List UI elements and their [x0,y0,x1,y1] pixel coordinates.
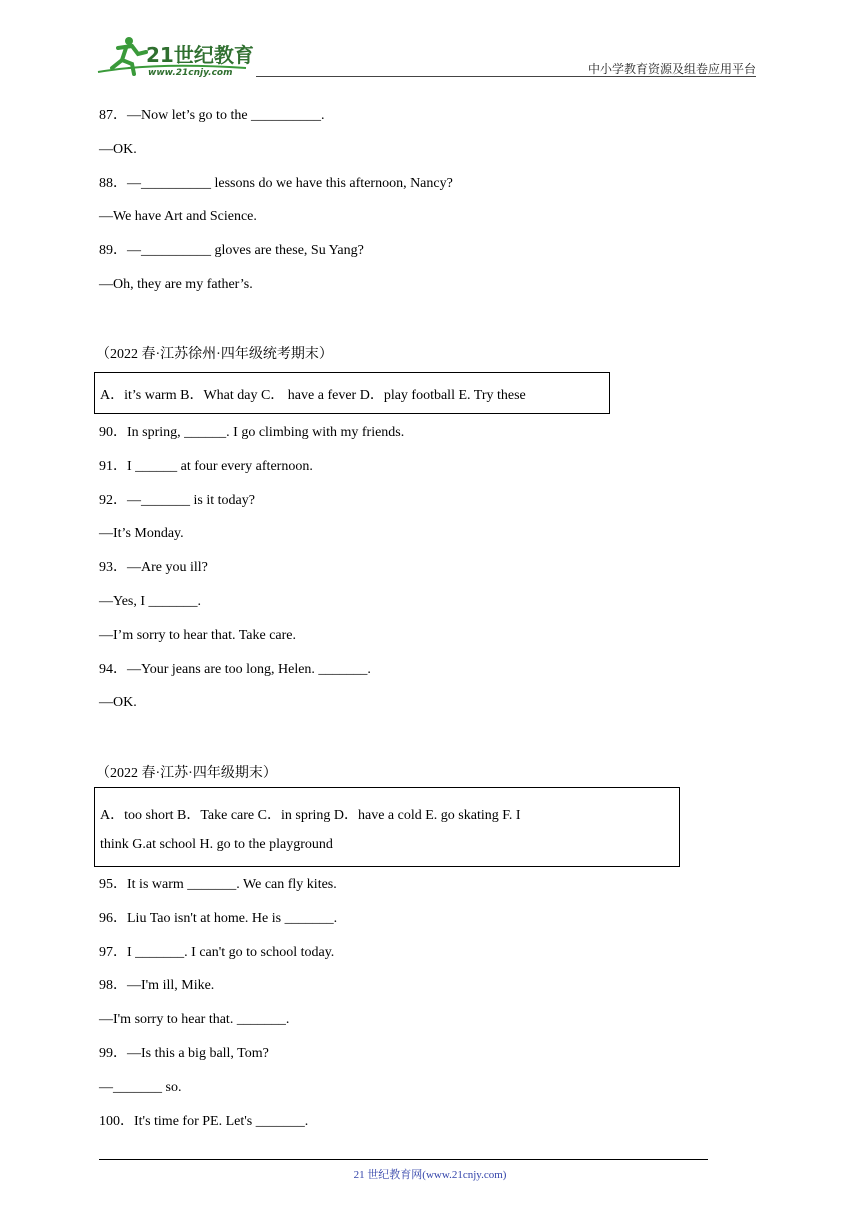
question-95: 95．It is warm _______. We can fly kites. [99,877,337,892]
options-box [94,372,610,414]
answer-line: —OK. [99,142,137,157]
question-97: 97．I _______. I can't go to school today. [99,945,335,960]
question-98: 98．—I'm ill, Mike. [99,978,215,993]
page-header [96,34,756,78]
question-89: 89．—__________ gloves are these, Su Yang? [99,243,364,258]
answer-line: —Yes, I _______. [99,594,202,609]
question-99: 99．—Is this a big ball, Tom? [99,1046,269,1061]
options-text: A．it’s warm B．What day C． have a fever D．play football E. Try these [100,388,526,403]
options-box [94,787,680,867]
answer-line: —Oh, they are my father’s. [99,277,253,292]
question-94: 94．—Your jeans are too long, Helen. _______. [99,662,371,677]
section-source: （2022 春·江苏徐州·四年级统考期末） [96,347,333,362]
logo [96,34,266,78]
question-91: 91．I ______ at four every afternoon. [99,459,313,474]
svg-text:21世纪教育: 21世纪教育 [146,43,254,67]
options-text-line1: A．too short B．Take care C．in spring D．have a cold E. go skating F. I [100,808,521,823]
footer-divider [99,1159,708,1160]
options-text-line2: think G.at school H. go to the playground [100,837,333,852]
header-divider [256,76,756,77]
runner-logo-icon [96,34,266,78]
answer-line: —I'm sorry to hear that. _______. [99,1012,290,1027]
answer-line: —I’m sorry to hear that. Take care. [99,628,297,643]
platform-name: 中小学教育资源及组卷应用平台 [587,62,756,76]
section-source: （2022 春·江苏·四年级期末） [96,766,277,781]
answer-line: —OK. [99,695,137,710]
svg-text:www.21cnjy.com: www.21cnjy.com [148,68,233,78]
question-96: 96．Liu Tao isn't at home. He is _______. [99,911,338,926]
answer-line: —We have Art and Science. [99,209,257,224]
question-87: 87．—Now let’s go to the __________. [99,108,325,123]
answer-line: —_______ so. [99,1080,182,1095]
question-100: 100．It's time for PE. Let's _______. [99,1114,309,1129]
question-92: 92．—_______ is it today? [99,493,255,508]
question-90: 90．In spring, ______. I go climbing with my friends. [99,425,405,440]
answer-line: —It’s Monday. [99,526,184,541]
question-88: 88．—__________ lessons do we have this afternoon, Nancy? [99,176,453,191]
question-93: 93．—Are you ill? [99,560,208,575]
footer-link[interactable]: 21 世纪教育网(www.21cnjy.com) [353,1169,507,1181]
